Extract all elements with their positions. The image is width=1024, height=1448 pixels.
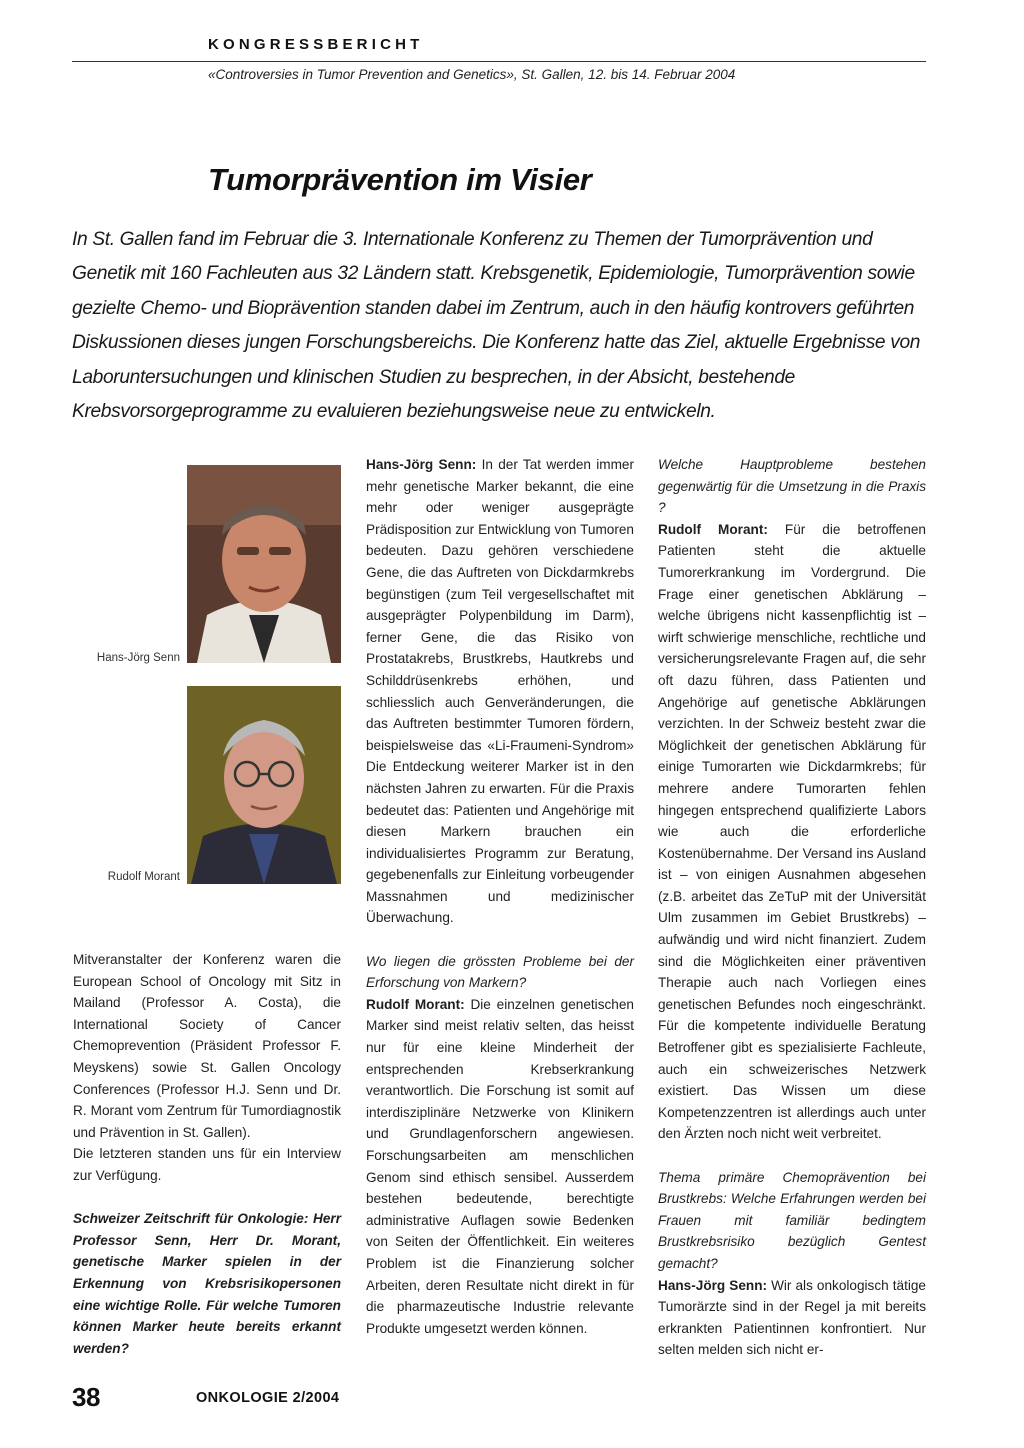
paragraph: Die letzteren standen uns für ein Interview zur Verfügung. [73,1146,341,1183]
header-rule [72,61,926,62]
portrait-photo-senn [187,465,341,663]
answer-text: In der Tat werden immer mehr genetische Marker bekannt, die eine mehr oder weniger ausgeprägte Prädisposition zur Entwicklung von Tumoren bedeuten. Dazu gehören verschiedene Gene, die das Auftreten von Dickdarmkrebs begünstigen (zum Teil vergesellschaftet mit ausgeprägter Polypenbildung im Darm), ferner Gene, die das Risiko von Prostatakrebs, Brustkrebs, Hautkrebs und Schilddrüsenkrebs erhöhen, und schliesslich auch Genveränderungen, die das Auftreten bestimmter Tumoren fördern, beispielsweise das «Li-Fraumeni-Syndrom» Die Entdeckung weiterer Marker ist in den nächsten Jahren zu erwarten. Für die Praxis bedeutet das: Patienten und Angehörige mit diesen Markern brauchen ein individualisiertes Programm zur Beratung, gegebenenfalls zur Einleitung vorbeugender Massnahmen und medizinischer Überwachung. [366,457,634,926]
article-lead: In St. Gallen fand im Februar die 3. Internationale Konferenz zu Themen der Tumorprävention und Genetik mit 160 Fachleuten aus 32 Ländern statt. Krebsgenetik, Epidemiologie, Tumorprävention sowie gezielte Chemo- und Bioprävention standen dabei im Zentrum, auch in den häufig kontrovers geführten Diskussionen dieses jungen Forschungsbereichs. Die Konferenz hatte das Ziel, aktuelle Ergebnisse von Laboruntersuchungen und klinischen Studien zu besprechen, in der Absicht, bestehende Krebsvorsorgeprogramme zu evaluieren beziehungsweise neue zu entwickeln. [72,229,921,423]
answer-paragraph [658,1275,926,1361]
speaker-name: Rudolf Morant: [658,521,768,537]
answer-text: Wir als onkologisch tätige Tumorärzte sind in der Regel ja mit bereits erkrankten Patientinnen konfrontiert. Nur selten melden sich nicht er- [658,1277,926,1358]
journal-issue: ONKOLOGIE 2/2004 [196,1390,340,1406]
speaker-name: Hans-Jörg Senn: [658,1277,768,1293]
interview-question: Schweizer Zeitschrift für Onkologie: Herr Professor Senn, Herr Dr. Morant, genetische Marker spielen in der Erkennung von Krebsrisikopersonen eine wichtige Rolle. Für welche Tumoren können Marker heute bereits erkannt werden? [73,1211,341,1356]
answer-text: Die einzelnen genetischen Marker sind meist relativ selten, das heisst nur für eine kleine Minderheit der entsprechenden Krebserkrankung verantwortlich. Die Forschung ist somit auf interdisziplinäre Netzwerke von Klinikern und Grundlagenforschern angewiesen. Forschungsarbeiten am menschlichen Genom sind ethisch sensibel. Ausserdem bestehen bedeutende, berechtigte administrative Auflagen sowie Bedenken von Seiten der Öffentlichkeit. Ein weiteres Problem ist die Finanzierung solcher Arbeiten, deren Resultate nicht direkt in für die pharmazeutische Industrie relevante Produkte umgesetzt werden können. [366,996,634,1336]
text-column-2 [366,454,634,1339]
answer-paragraph [366,454,634,929]
interview-question: Wo liegen die grössten Probleme bei der Erforschung von Markern? [366,953,634,991]
conference-subtitle: «Controversies in Tumor Prevention and Genetics», St. Gallen, 12. bis 14. Februar 2004 [208,67,736,82]
speaker-name: Rudolf Morant: [366,996,465,1012]
text-column-3 [658,454,926,1361]
page-number: 38 [72,1382,100,1412]
photo-caption-morant: Rudolf Morant [107,871,180,883]
portrait-photo-morant [187,686,341,884]
answer-text: Für die betroffenen Patienten steht die aktuelle Tumorerkrankung im Vordergrund. Die Frage einer genetischen Abklärung – welche übrigens nicht kassenpflichtig ist – wirft schwierige menschliche, rechtliche und versicherungsrelevante Fragen auf, die sehr oft dazu führen, dass Patienten und Angehörige auf genetische Abklärungen verzichten. In der Schweiz besteht zwar die Möglichkeit der genetischen Abklärung für einige Tumorarten wie Dickdarmkrebs; für mehrere andere Tumorarten fehlen hingegen entsprechend qualifizierte Labors wie auch die erforderliche Kostenübernahme. Der Versand ins Ausland ist – von einigen Ausnahmen abgesehen (z.B. arbeitet das ZeTuP mit der Universität Ulm zusammen im Gebiet Brustkrebs) – aufwändig und wird nicht finanziert. Zudem sind die Möglichkeiten einer präventiven Therapie auch nach Vorliegen eines genetischen Befundes noch eingeschränkt. Für die kompetente individuelle Beratung Betroffener gibt es spezialisierte Fachleute, auch ein schweizerisches Netzwerk existiert. Das Wissen um diese Kompetenzzentren ist allerdings auch unter den Ärzten noch nicht weit verbreitet. [658,521,926,1142]
portrait-senn-illustration [187,465,341,663]
portrait-morant-illustration [187,686,341,884]
paragraph: Mitveranstalter der Konferenz waren die European School of Oncology mit Sitz in Mailand (Professor A. Costa), die International Society of Cancer Chemoprevention (Präsident Professor F. Meyskens) sowie St. Gallen Oncology Conferences (Professor H.J. Senn und Dr. R. Morant vom Zentrum für Tumordiagnostik und Prävention in St. Gallen). [73,952,341,1140]
text-column-1 [73,949,341,1359]
interview-question: Thema primäre Chemoprävention bei Brustkrebs: Welche Erfahrungen werden bei Frauen mit familiär bedingtem Brustkrebsrisiko bezüglich Gentest gemacht? [658,1169,926,1271]
answer-paragraph [658,519,926,1145]
article-title: Tumorprävention im Visier [208,162,592,197]
section-kicker: KONGRESSBERICHT [208,36,424,53]
interview-question: Welche Hauptprobleme bestehen gegenwärtig für die Umsetzung in die Praxis ? [658,457,926,516]
speaker-name: Hans-Jörg Senn: [366,457,477,472]
answer-paragraph [366,994,634,1340]
photo-caption-senn: Hans-Jörg Senn [96,652,180,664]
